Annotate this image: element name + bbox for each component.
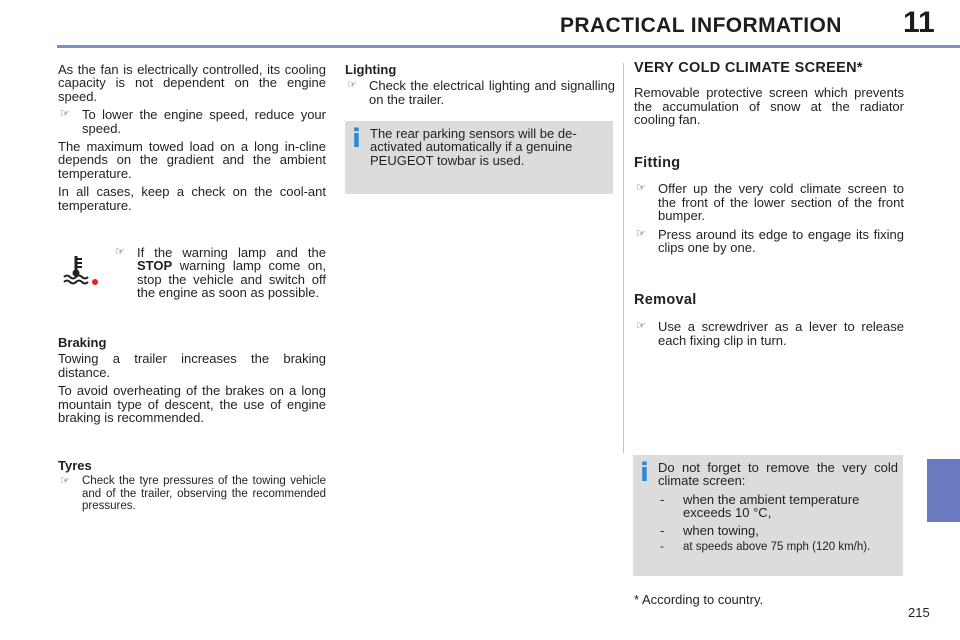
- pointing-hand-icon: ☞: [636, 320, 646, 333]
- reminder-text: [658, 461, 898, 558]
- pointing-hand-icon: ☞: [636, 227, 646, 240]
- dash-item: [658, 524, 898, 537]
- info-text: The rear parking sensors will be de-activated automatically if a genuine PEUGEOT towbar is used.: [370, 126, 577, 168]
- lighting-heading: Lighting: [345, 62, 397, 77]
- paragraph: As the fan is electrically controlled, its cooling capacity is not dependent on the engine speed.: [58, 62, 326, 104]
- info-icon: i: [352, 124, 361, 154]
- pointing-hand-icon: ☞: [115, 246, 125, 258]
- fitting-heading: Fitting: [634, 155, 681, 171]
- braking-section: [58, 336, 326, 429]
- pointing-hand-icon: ☞: [60, 108, 70, 121]
- stop-label: STOP: [137, 258, 173, 274]
- paragraph: Do not forget to remove the very cold climate screen:: [658, 460, 898, 489]
- dash-marker: -: [660, 522, 665, 538]
- info-box-text: [370, 127, 608, 172]
- paragraph: Removable protective screen which prevents the accumulation of snow at the radiator cooling fan.: [634, 85, 904, 128]
- paragraph: In all cases, keep a check on the cool-ant temperature.: [58, 184, 326, 213]
- pointing-hand-icon: ☞: [60, 475, 70, 488]
- footnote: [634, 593, 904, 606]
- dash-marker: -: [660, 491, 665, 507]
- bullet-text: Offer up the very cold climate screen to the front of the lower section of the front bumper.: [658, 181, 904, 224]
- removal-heading: Removal: [634, 292, 697, 308]
- warning-text-post: warning lamp come on, stop the vehicle and switch off the engine as soon as possible.: [137, 258, 326, 301]
- bullet-text: Press around its edge to engage its fixing clips one by one.: [658, 226, 904, 256]
- bullet-text: Check the tyre pressures of the towing vehicle and of the trailer, observing the recommended pressures.: [82, 475, 326, 513]
- paragraph: The maximum towed load on a long in-cline depends on the gradient and the ambient temperature.: [58, 139, 326, 181]
- braking-heading: Braking: [58, 335, 107, 350]
- warning-lamp-note: [113, 246, 326, 305]
- header-rule: [57, 45, 960, 48]
- dash-text: at speeds above 75 mph (120 km/h).: [683, 541, 871, 554]
- bullet-item: [58, 475, 326, 513]
- page-number: 215: [908, 605, 930, 620]
- bullet-item: [345, 79, 615, 106]
- info-icon: i: [640, 458, 649, 488]
- fitting-section: [634, 157, 904, 259]
- column-1: [58, 63, 326, 217]
- bullet-item: [113, 246, 326, 300]
- lighting-section: [345, 63, 615, 111]
- dash-marker: -: [660, 541, 664, 554]
- bullet-text: To lower the engine speed, reduce your speed.: [82, 107, 326, 136]
- bullet-item: [634, 320, 904, 347]
- pointing-hand-icon: ☞: [347, 79, 357, 92]
- chapter-number: 11: [903, 6, 935, 39]
- footnote-text: * According to country.: [634, 592, 764, 607]
- removal-section: [634, 294, 904, 352]
- warning-text-pre: If the warning lamp and the: [137, 245, 326, 260]
- tyres-section: [58, 459, 326, 518]
- page-title: PRACTICAL INFORMATION: [560, 14, 842, 37]
- paragraph: Towing a trailer increases the braking distance.: [58, 351, 326, 380]
- bullet-item: [634, 182, 904, 222]
- coolant-temperature-warning-icon: [62, 254, 104, 286]
- bullet-item: [58, 108, 326, 135]
- tyres-heading: Tyres: [58, 458, 92, 473]
- pointing-hand-icon: ☞: [636, 182, 646, 195]
- dash-text: when towing,: [683, 522, 759, 538]
- dash-item: [658, 493, 898, 520]
- bullet-text: Check the electrical lighting and signalling on the trailer.: [369, 78, 615, 107]
- bullet-text: Use a screwdriver as a lever to release each fixing clip in turn.: [658, 319, 904, 348]
- chapter-tab: [927, 459, 960, 522]
- dash-text: when the ambient temperature exceeds 10 °C,: [683, 491, 860, 521]
- cold-climate-section: [634, 62, 904, 132]
- bullet-item: [634, 228, 904, 255]
- paragraph: To avoid overheating of the brakes on a long mountain type of descent, the use of engine braking is recommended.: [58, 383, 326, 426]
- column-divider: [623, 63, 624, 453]
- section-heading: VERY COLD CLIMATE SCREEN*: [634, 60, 863, 76]
- dash-item: [658, 541, 898, 554]
